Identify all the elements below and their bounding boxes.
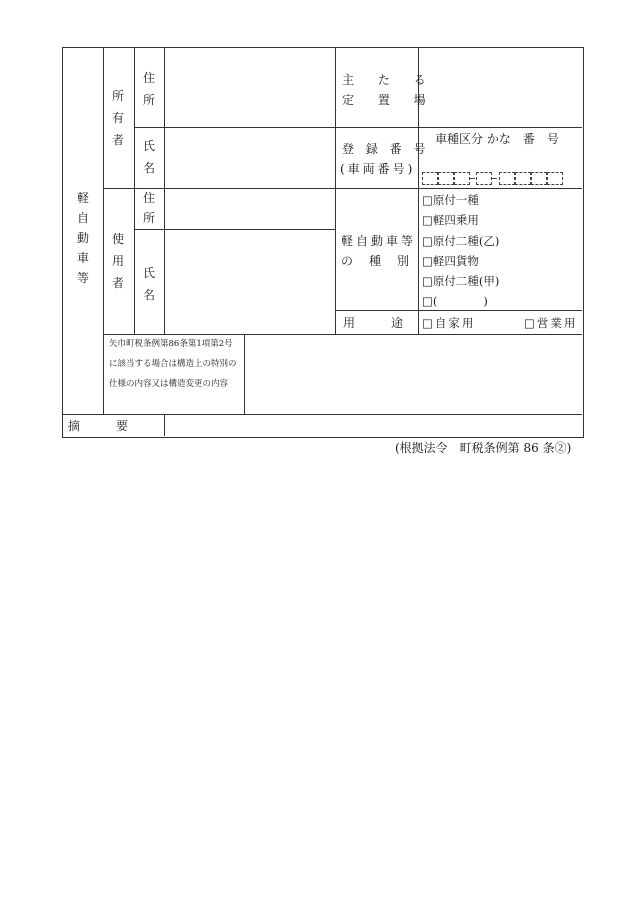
remarks-field[interactable] — [165, 415, 581, 435]
user-address-field[interactable] — [165, 189, 334, 228]
vehicle-type-option[interactable]: □原付二種(乙) — [422, 234, 500, 248]
storage-location-field[interactable] — [419, 48, 581, 126]
owner-address-field[interactable] — [165, 48, 334, 126]
use-label: 用 途 — [343, 316, 404, 330]
vehicle-type-label-1: 軽自動車等 — [341, 234, 417, 248]
divider — [335, 310, 582, 311]
divider — [103, 47, 104, 414]
vehicle-type-option[interactable]: □軽四貨物 — [422, 254, 479, 268]
storage-location-label-2: 定 置 場 — [342, 93, 436, 107]
vehicle-type-label-2: の 種 別 — [341, 254, 412, 268]
vehicle-type-option[interactable]: □( ) — [422, 294, 488, 308]
vehicle-type-option[interactable]: □原付一種 — [422, 193, 479, 207]
storage-location-label-1: 主 た る — [342, 73, 436, 87]
use-private-checkbox[interactable]: □自家用 — [422, 316, 476, 330]
user-name-label: 氏名 — [142, 266, 155, 302]
owner-label: 所有者 — [111, 89, 124, 147]
divider — [134, 47, 135, 334]
registration-header: 車種区分 かな 番 号 — [435, 132, 559, 146]
legal-basis-note: (根拠法令 町税条例第 86 条②) — [395, 441, 572, 455]
special-structure-field[interactable] — [245, 335, 581, 413]
registration-number-label: 登 録 番 号 — [342, 142, 430, 156]
special-structure-note: 矢巾町税条例第86条第1項第2号に該当する場合は構造上の特別の仕様の内容又は構造変更の内容 — [109, 339, 237, 389]
user-label: 使用者 — [111, 232, 124, 290]
divider — [335, 47, 336, 334]
use-business-checkbox[interactable]: □営業用 — [524, 316, 578, 330]
owner-name-field[interactable] — [165, 128, 334, 187]
vehicle-type-option[interactable]: □原付二種(甲) — [422, 274, 500, 288]
user-name-field[interactable] — [165, 230, 334, 333]
vehicle-type-option[interactable]: □軽四乗用 — [422, 213, 479, 227]
vehicle-number-label: (車両番号) — [340, 162, 416, 176]
light-vehicle-label: 軽自動車等 — [76, 191, 89, 285]
remarks-label: 摘 要 — [68, 419, 129, 433]
owner-name-label: 氏名 — [142, 139, 155, 175]
owner-address-label: 住所 — [142, 71, 155, 107]
user-address-label: 住所 — [142, 191, 155, 225]
